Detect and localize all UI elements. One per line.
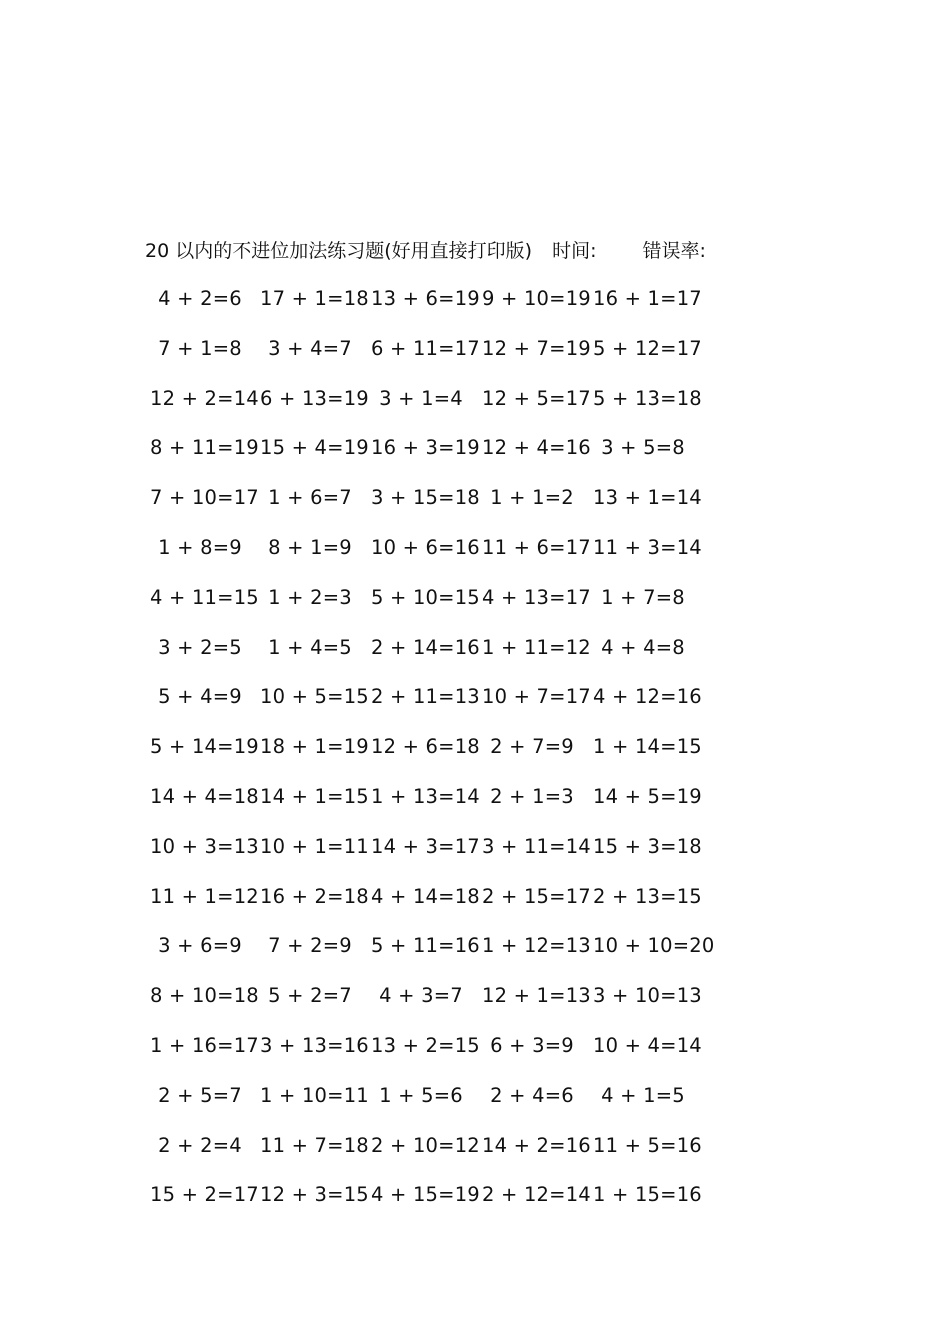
- worksheet-title: 20 以内的不进位加法练习题(好用直接打印版): [145, 240, 533, 262]
- problem-row: [150, 682, 710, 732]
- addition-problem: 4 + 4=8: [601, 635, 685, 659]
- addition-problem: 7 + 10=17: [150, 486, 259, 510]
- addition-problem: 2 + 14=16: [371, 635, 480, 659]
- addition-problem: 6 + 11=17: [371, 336, 480, 360]
- addition-problem: 10 + 10=20: [593, 934, 715, 958]
- problem-row: [150, 832, 710, 882]
- addition-problem: 5 + 12=17: [593, 336, 702, 360]
- addition-problem: 4 + 14=18: [371, 884, 480, 908]
- addition-problem: 13 + 6=19: [371, 287, 480, 310]
- addition-problem: 14 + 3=17: [371, 834, 480, 858]
- addition-problem: 9 + 10=19: [482, 287, 591, 310]
- addition-problem: 3 + 10=13: [593, 984, 702, 1008]
- addition-problem: 3 + 15=18: [371, 486, 480, 510]
- addition-problem: 1 + 11=12: [482, 635, 591, 659]
- addition-problem: 14 + 2=16: [482, 1133, 591, 1157]
- addition-problem: 15 + 4=19: [260, 436, 369, 460]
- addition-problem: 11 + 7=18: [260, 1133, 369, 1157]
- addition-problem: 3 + 5=8: [601, 436, 685, 460]
- addition-problem: 11 + 1=12: [150, 884, 259, 908]
- addition-problem: 2 + 2=4: [158, 1133, 242, 1157]
- addition-problem: 2 + 15=17: [482, 884, 591, 908]
- addition-problem: 12 + 1=13: [482, 984, 591, 1008]
- problem-row: [150, 981, 710, 1031]
- addition-problem: 7 + 2=9: [268, 934, 352, 958]
- addition-problem: 11 + 6=17: [482, 535, 591, 559]
- addition-problem: 2 + 1=3: [490, 784, 574, 808]
- addition-problem: 10 + 7=17: [482, 685, 591, 709]
- addition-problem: 15 + 3=18: [593, 834, 702, 858]
- addition-problem: 2 + 7=9: [490, 735, 574, 759]
- addition-problem: 2 + 11=13: [371, 685, 480, 709]
- addition-problem: 13 + 1=14: [593, 486, 702, 510]
- problem-row: [150, 732, 710, 782]
- addition-problem: 8 + 1=9: [268, 535, 352, 559]
- addition-problem: 18 + 1=19: [260, 735, 369, 759]
- problem-row: [150, 1081, 710, 1131]
- addition-problem: 3 + 4=7: [268, 336, 352, 360]
- addition-problem: 11 + 5=16: [593, 1133, 702, 1157]
- addition-problem: 4 + 2=6: [158, 287, 242, 310]
- addition-problem: 4 + 12=16: [593, 685, 702, 709]
- problem-row: [150, 782, 710, 832]
- problem-row: [150, 583, 710, 633]
- error-rate-label: 错误率:: [642, 240, 706, 262]
- addition-problem: 1 + 5=6: [379, 1083, 463, 1107]
- problem-row: [150, 633, 710, 683]
- addition-problem: 10 + 6=16: [371, 535, 480, 559]
- addition-problem: 14 + 1=15: [260, 784, 369, 808]
- addition-problem: 1 + 4=5: [268, 635, 352, 659]
- addition-problem: 5 + 4=9: [158, 685, 242, 709]
- addition-problem: 5 + 10=15: [371, 585, 480, 609]
- addition-problem: 4 + 13=17: [482, 585, 591, 609]
- addition-problem: 10 + 4=14: [593, 1033, 702, 1057]
- problem-row: [150, 1131, 710, 1181]
- addition-problem: 1 + 6=7: [268, 486, 352, 510]
- addition-problem: 3 + 1=4: [379, 386, 463, 410]
- addition-problem: 2 + 13=15: [593, 884, 702, 908]
- addition-problem: 1 + 8=9: [158, 535, 242, 559]
- problem-row: [150, 433, 710, 483]
- addition-problem: 1 + 7=8: [601, 585, 685, 609]
- addition-problem: 8 + 10=18: [150, 984, 259, 1008]
- addition-problem: 3 + 11=14: [482, 834, 591, 858]
- addition-problem: 5 + 2=7: [268, 984, 352, 1008]
- addition-problem: 3 + 13=16: [260, 1033, 369, 1057]
- addition-problem: 3 + 2=5: [158, 635, 242, 659]
- addition-problem: 1 + 10=11: [260, 1083, 369, 1107]
- addition-problem: 6 + 3=9: [490, 1033, 574, 1057]
- problem-grid: [150, 284, 715, 1230]
- addition-problem: 4 + 3=7: [379, 984, 463, 1008]
- addition-problem: 12 + 5=17: [482, 386, 591, 410]
- addition-problem: 6 + 13=19: [260, 386, 369, 410]
- addition-problem: 16 + 1=17: [593, 287, 702, 310]
- addition-problem: 2 + 12=14: [482, 1183, 591, 1207]
- addition-problem: 5 + 13=18: [593, 386, 702, 410]
- addition-problem: 1 + 2=3: [268, 585, 352, 609]
- addition-problem: 8 + 11=19: [150, 436, 259, 460]
- addition-problem: 2 + 10=12: [371, 1133, 480, 1157]
- addition-problem: 14 + 4=18: [150, 784, 259, 808]
- problem-row: [150, 483, 710, 533]
- problem-row: [150, 533, 710, 583]
- addition-problem: 5 + 14=19: [150, 735, 259, 759]
- addition-problem: 4 + 1=5: [601, 1083, 685, 1107]
- addition-problem: 12 + 3=15: [260, 1183, 369, 1207]
- addition-problem: 13 + 2=15: [371, 1033, 480, 1057]
- addition-problem: 16 + 2=18: [260, 884, 369, 908]
- addition-problem: 2 + 4=6: [490, 1083, 574, 1107]
- addition-problem: 1 + 16=17: [150, 1033, 259, 1057]
- addition-problem: 1 + 1=2: [490, 486, 574, 510]
- addition-problem: 4 + 11=15: [150, 585, 259, 609]
- addition-problem: 14 + 5=19: [593, 784, 702, 808]
- addition-problem: 1 + 13=14: [371, 784, 480, 808]
- problem-row: [150, 1180, 710, 1230]
- problem-row: [150, 284, 710, 334]
- addition-problem: 10 + 5=15: [260, 685, 369, 709]
- time-label: 时间:: [552, 240, 597, 262]
- problem-row: [150, 1031, 710, 1081]
- addition-problem: 10 + 3=13: [150, 834, 259, 858]
- addition-problem: 10 + 1=11: [260, 834, 369, 858]
- addition-problem: 1 + 14=15: [593, 735, 702, 759]
- addition-problem: 15 + 2=17: [150, 1183, 259, 1207]
- addition-problem: 3 + 6=9: [158, 934, 242, 958]
- addition-problem: 11 + 3=14: [593, 535, 702, 559]
- addition-problem: 4 + 15=19: [371, 1183, 480, 1207]
- problem-row: [150, 384, 710, 434]
- addition-problem: 1 + 15=16: [593, 1183, 702, 1207]
- addition-problem: 12 + 2=14: [150, 386, 259, 410]
- addition-problem: 12 + 7=19: [482, 336, 591, 360]
- addition-problem: 12 + 6=18: [371, 735, 480, 759]
- worksheet-header: [145, 236, 706, 266]
- problem-row: [150, 931, 715, 981]
- addition-problem: 1 + 12=13: [482, 934, 591, 958]
- addition-problem: 17 + 1=18: [260, 287, 369, 310]
- addition-problem: 12 + 4=16: [482, 436, 591, 460]
- problem-row: [150, 334, 710, 384]
- addition-problem: 5 + 11=16: [371, 934, 480, 958]
- addition-problem: 16 + 3=19: [371, 436, 480, 460]
- addition-problem: 2 + 5=7: [158, 1083, 242, 1107]
- addition-problem: 7 + 1=8: [158, 336, 242, 360]
- problem-row: [150, 882, 710, 932]
